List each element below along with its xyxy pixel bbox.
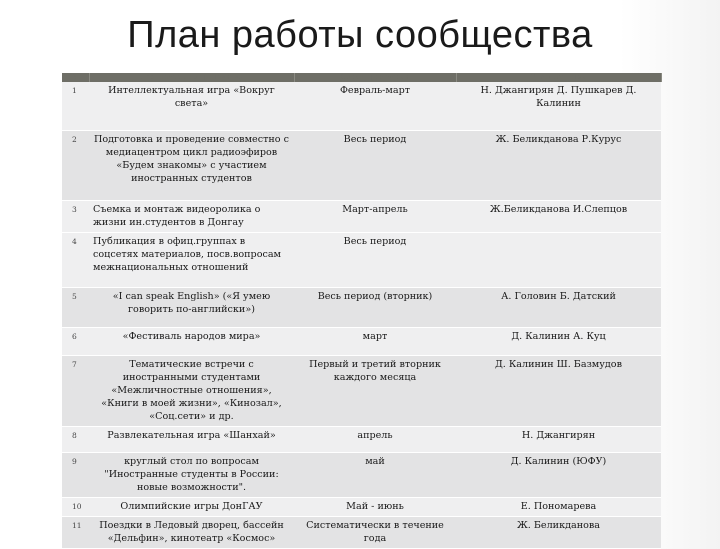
row-term: Май - июнь — [294, 497, 456, 516]
row-term: апрель — [294, 426, 456, 452]
slide-title: План работы сообщества — [127, 14, 593, 56]
row-term: Весь период — [294, 232, 456, 287]
row-event: Подготовка и проведение совместно с медиацентром цикл радиоэфиров «Будем знакомы» с участием иностранных студентов — [89, 130, 294, 200]
row-number: 5 — [62, 287, 89, 327]
row-term: Систематически в течение года — [294, 516, 456, 548]
row-term: Март-апрель — [294, 200, 456, 232]
row-event: Съемка и монтаж видеоролика о жизни ин.студентов в Донгау — [89, 200, 294, 232]
row-responsible: Е. Пономарева — [456, 497, 661, 516]
header-responsible: Ответственный — [456, 73, 661, 82]
row-event: Олимпийские игры ДонГАУ — [89, 497, 294, 516]
row-event: круглый стол по вопросам "Иностранные студенты в России: новые возможности". — [89, 452, 294, 497]
row-responsible: Ж.Беликданова И.Слепцов — [456, 200, 661, 232]
row-responsible: А. Головин Б. Датский — [456, 287, 661, 327]
row-event: «I can speak English» («Я умею говорить по-английски») — [89, 287, 294, 327]
row-term: Весь период — [294, 130, 456, 200]
row-number: 7 — [62, 355, 89, 426]
table-row — [62, 327, 661, 355]
row-term: март — [294, 327, 456, 355]
row-event: «Фестиваль народов мира» — [89, 327, 294, 355]
row-number: 4 — [62, 232, 89, 287]
plan-table — [62, 73, 662, 549]
row-number: 8 — [62, 426, 89, 452]
row-number: 9 — [62, 452, 89, 497]
row-event: Тематические встречи с иностранными студентами «Межличностные отношения», «Книги в моей жизни», «Кинозал», «Соц.сети» и др. — [89, 355, 294, 426]
row-term: май — [294, 452, 456, 497]
table-row — [62, 287, 661, 327]
table-row — [62, 82, 661, 130]
row-event: Развлекательная игра «Шанхай» — [89, 426, 294, 452]
row-responsible: Ж. Беликданова — [456, 516, 661, 548]
row-term: Первый и третий вторник каждого месяца — [294, 355, 456, 426]
table-row — [62, 232, 661, 287]
header-term: Сроки проведения — [294, 73, 456, 82]
table-row — [62, 516, 661, 548]
row-responsible: Н. Джангирян Д. Пушкарев Д. Калинин — [456, 82, 661, 130]
row-term: Февраль-март — [294, 82, 456, 130]
table-row — [62, 452, 661, 497]
row-responsible: Д. Калинин А. Куц — [456, 327, 661, 355]
row-responsible: Д. Калинин (ЮФУ) — [456, 452, 661, 497]
row-responsible: Д. Калинин Ш. Базмудов — [456, 355, 661, 426]
table-row — [62, 497, 661, 516]
table-header-row — [62, 73, 661, 82]
row-responsible: Н. Джангирян — [456, 426, 661, 452]
row-number: 3 — [62, 200, 89, 232]
row-responsible: Ж. Беликданова Р.Курус — [456, 130, 661, 200]
table-row — [62, 130, 661, 200]
row-number: 10 — [62, 497, 89, 516]
table-row — [62, 200, 661, 232]
row-event: Поездки в Ледовый дворец, бассейн «Дельфин», кинотеатр «Космос» — [89, 516, 294, 548]
row-term: Весь период (вторник) — [294, 287, 456, 327]
row-responsible — [456, 232, 661, 287]
row-number: 6 — [62, 327, 89, 355]
row-number: 1 — [62, 82, 89, 130]
header-event: Планируемые мероприятия — [89, 73, 294, 82]
row-number: 11 — [62, 516, 89, 548]
header-number: № — [62, 73, 89, 82]
table-row — [62, 426, 661, 452]
table-row — [62, 355, 661, 426]
row-number: 2 — [62, 130, 89, 200]
row-event: Публикация в офиц.группах в соцсетях материалов, посв.вопросам межнациональных отношений — [89, 232, 294, 287]
row-event: Интеллектуальная игра «Вокруг света» — [89, 82, 294, 130]
